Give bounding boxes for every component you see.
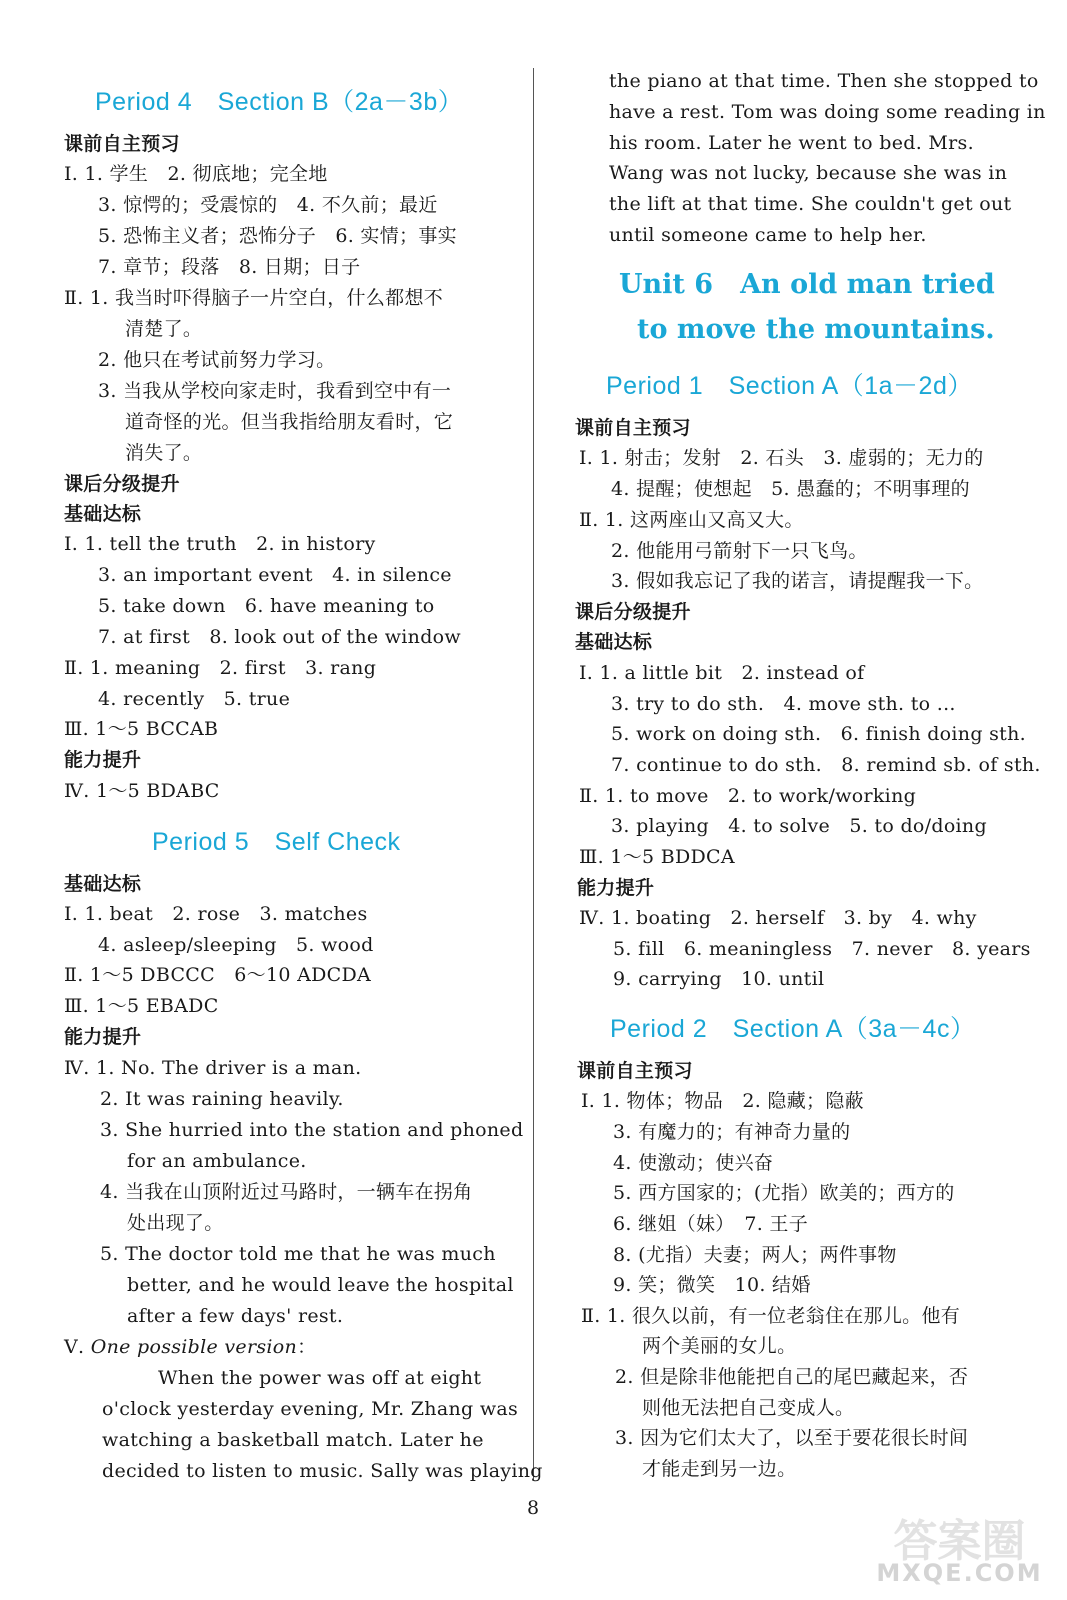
text-line: Ⅳ. 1. No. The driver is a man. <box>64 1057 362 1079</box>
section-after-class: 课后分级提升 <box>64 473 180 495</box>
text-line: the lift at that time. She couldn't get out <box>609 193 1012 215</box>
text-line: 7. continue to do sth. 8. remind sb. of sth. <box>611 754 1041 776</box>
text-line: 才能走到另一边。 <box>642 1458 797 1480</box>
text-line: 3. 有魔力的；有神奇力量的 <box>613 1121 851 1143</box>
text-line: Ⅰ. 1. tell the truth 2. in history <box>64 533 376 555</box>
text-line: 2. 但是除非他能把自己的尾巴藏起来，否 <box>615 1366 969 1388</box>
period-5-heading: Period 5 Self Check <box>152 828 401 856</box>
text-line-version: Ⅴ. One possible version： <box>64 1336 317 1358</box>
text-line: the piano at that time. Then she stopped to <box>609 70 1039 92</box>
text-line: Ⅲ. 1～5 EBADC <box>64 995 219 1017</box>
text-line: 3. an important event 4. in silence <box>98 564 452 586</box>
text-line: Ⅰ. 1. 学生 2. 彻底地；完全地 <box>64 163 328 185</box>
text-line: better, and he would leave the hospital <box>127 1274 514 1296</box>
text-line: 8. (尤指）夫妻；两人；两件事物 <box>613 1244 897 1266</box>
section-basic: 基础达标 <box>64 503 142 525</box>
text-line: Ⅰ. 1. 物体；物品 2. 隐藏；隐蔽 <box>581 1090 864 1112</box>
text-line: 消失了。 <box>125 442 203 464</box>
text-line: Ⅱ. 1. to move 2. to work/working <box>579 785 917 807</box>
text-line: until someone came to help her. <box>609 224 927 246</box>
text-line: o'clock yesterday evening, Mr. Zhang was <box>102 1398 519 1420</box>
text-line: 5. work on doing sth. 6. finish doing sth. <box>611 723 1026 745</box>
text-line: Ⅳ. 1～5 BDABC <box>64 780 220 802</box>
text-line: 2. 他只在考试前努力学习。 <box>98 349 336 371</box>
text-line: decided to listen to music. Sally was playing <box>102 1460 543 1482</box>
text-line: 3. 当我从学校向家走时，我看到空中有一 <box>98 380 452 402</box>
column-divider <box>533 68 534 1480</box>
text-line: 清楚了。 <box>125 318 203 340</box>
unit-title-line-1: Unit 6 An old man tried <box>619 269 995 300</box>
text-line: 处出现了。 <box>127 1212 224 1234</box>
text-line: have a rest. Tom was doing some reading in <box>609 101 1046 123</box>
text-line: for an ambulance. <box>127 1150 307 1172</box>
text-line: 7. 章节；段落 8. 日期；日子 <box>98 256 361 278</box>
period-1-heading: Period 1 Section A（1a－2d） <box>606 372 973 400</box>
text-line: 7. at first 8. look out of the window <box>98 626 461 648</box>
section-ability: 能力提升 <box>577 877 655 899</box>
text-line: 5. The doctor told me that he was much <box>100 1243 496 1265</box>
text-line: 3. playing 4. to solve 5. to do/doing <box>611 815 987 837</box>
text-line: 9. carrying 10. until <box>613 968 825 990</box>
section-basic: 基础达标 <box>64 873 142 895</box>
text-line: 4. 使激动；使兴奋 <box>613 1152 774 1174</box>
text-line: 3. 惊愕的；受震惊的 4. 不久前；最近 <box>98 194 438 216</box>
text-line: 道奇怪的光。但当我指给朋友看时，它 <box>125 411 454 433</box>
text-line: Ⅰ. 1. beat 2. rose 3. matches <box>64 903 368 925</box>
watermark-title: 答案圈 <box>893 1516 1026 1567</box>
section-ability: 能力提升 <box>64 749 142 771</box>
text-line: 5. 西方国家的；(尤指）欧美的；西方的 <box>613 1182 955 1204</box>
text-line: Ⅰ. 1. a little bit 2. instead of <box>579 662 865 684</box>
period-2-heading: Period 2 Section A（3a－4c） <box>610 1015 976 1043</box>
text-line: 4. recently 5. true <box>98 688 291 710</box>
text-line: 两个美丽的女儿。 <box>642 1335 797 1357</box>
watermark-logo <box>872 1505 1047 1593</box>
text-line: 5. 恐怖主义者；恐怖分子 6. 实情；事实 <box>98 225 457 247</box>
text-line: Ⅱ. 1～5 DBCCC 6～10 ADCDA <box>64 964 372 986</box>
text-line: Ⅲ. 1～5 BDDCA <box>579 846 735 868</box>
text-line: 4. 提醒；使想起 5. 愚蠢的；不明事理的 <box>611 478 970 500</box>
section-after-class: 课后分级提升 <box>575 601 691 623</box>
text-line: 5. fill 6. meaningless 7. never 8. years <box>613 938 1031 960</box>
text-line: Wang was not lucky, because she was in <box>609 162 1008 184</box>
text-line: 5. take down 6. have meaning to <box>98 595 435 617</box>
text-line: 2. It was raining heavily. <box>100 1088 344 1110</box>
text-line: 3. 假如我忘记了我的诺言，请提醒我一下。 <box>611 570 984 592</box>
text-line: 4. 当我在山顶附近过马路时，一辆车在拐角 <box>100 1181 473 1203</box>
section-pre-study: 课前自主预习 <box>577 1060 693 1082</box>
text-line: 3. 因为它们太大了，以至于要花很长时间 <box>615 1427 969 1449</box>
section-ability: 能力提升 <box>64 1026 142 1048</box>
section-pre-study: 课前自主预习 <box>64 133 180 155</box>
text-line: Ⅱ. 1. 很久以前，有一位老翁住在那儿。他有 <box>581 1305 961 1327</box>
text-line: 6. 继姐（妹） 7. 王子 <box>613 1213 809 1235</box>
text-line: Ⅱ. 1. 我当时吓得脑子一片空白，什么都想不 <box>64 287 444 309</box>
text-line: 则他无法把自己变成人。 <box>642 1397 855 1419</box>
text-line: after a few days' rest. <box>127 1305 344 1327</box>
period-4-heading: Period 4 Section B（2a－3b） <box>95 88 464 116</box>
text-line: his room. Later he went to bed. Mrs. <box>609 132 974 154</box>
text-line: Ⅲ. 1～5 BCCAB <box>64 718 219 740</box>
section-pre-study: 课前自主预习 <box>575 417 691 439</box>
unit-title-line-2: to move the mountains. <box>637 314 995 345</box>
text-line: 4. asleep/sleeping 5. wood <box>98 934 374 956</box>
text-line: Ⅱ. 1. 这两座山又高又大。 <box>579 509 804 531</box>
text-line: watching a basketball match. Later he <box>102 1429 484 1451</box>
text-line: 3. try to do sth. 4. move sth. to ... <box>611 693 956 715</box>
text-line: Ⅳ. 1. boating 2. herself 3. by 4. why <box>579 907 977 929</box>
text-line: Ⅰ. 1. 射击；发射 2. 石头 3. 虚弱的；无力的 <box>579 447 984 469</box>
page-number: 8 <box>527 1497 540 1519</box>
section-basic: 基础达标 <box>575 631 653 653</box>
text-line: Ⅱ. 1. meaning 2. first 3. rang <box>64 657 377 679</box>
text-line: 3. She hurried into the station and phoned <box>100 1119 524 1141</box>
watermark-url: MXQE.COM <box>876 1559 1043 1587</box>
text-line: When the power was off at eight <box>158 1367 482 1389</box>
text-line: 2. 他能用弓箭射下一只飞鸟。 <box>611 540 868 562</box>
text-line: 9. 笑；微笑 10. 结婚 <box>613 1274 811 1296</box>
